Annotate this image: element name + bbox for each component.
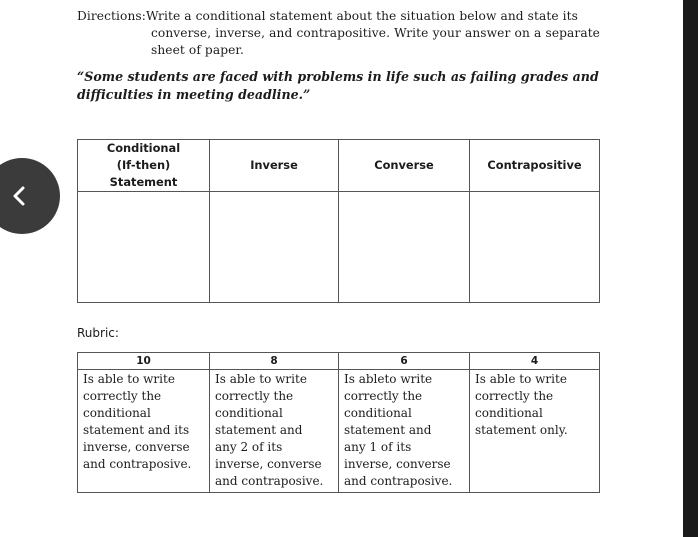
back-button[interactable] [0,158,60,234]
header-contrapositive: Contrapositive [470,140,600,192]
rubric-score-6: 6 [339,353,470,370]
rubric-label: Rubric: [77,326,119,340]
header-conditional: Conditional (If-then) Statement [78,140,210,192]
directions-line-1: Directions:Write a conditional statement about the situation below and state its [77,9,579,23]
answer-table-blank-row [78,192,600,303]
rubric-criteria-8: Is able to write correctly the conditional statement and any 2 of its inverse, converse and contraposive. [210,370,339,493]
answer-table [77,139,600,303]
answer-cell-conditional [78,192,210,303]
rubric-header-row [78,353,600,370]
answer-cell-inverse [210,192,339,303]
right-edge-bar [683,0,698,537]
rubric-criteria-4: Is able to write correctly the conditional statement only. [470,370,600,493]
header-inverse: Inverse [210,140,339,192]
answer-cell-contrapositive [470,192,600,303]
rubric-score-8: 8 [210,353,339,370]
chevron-left-icon [8,184,32,208]
rubric-table [77,352,600,493]
rubric-criteria-6: Is ableto write correctly the conditional statement and any 1 of its inverse, converse and contraposive. [339,370,470,493]
rubric-criteria-10: Is able to write correctly the conditional statement and its inverse, converse and contraposive. [78,370,210,493]
rubric-criteria-row [78,370,600,493]
rubric-score-10: 10 [78,353,210,370]
rubric-score-4: 4 [470,353,600,370]
situation-quote: “Some students are faced with problems in life such as failing grades and difficulties in meeting deadline.” [77,69,599,102]
answer-table-header-row [78,140,600,192]
directions-continuation: converse, inverse, and contrapositive. Write your answer on a separate sheet of paper. [151,26,600,57]
directions [77,8,600,59]
header-converse: Converse [339,140,470,192]
answer-cell-converse [339,192,470,303]
